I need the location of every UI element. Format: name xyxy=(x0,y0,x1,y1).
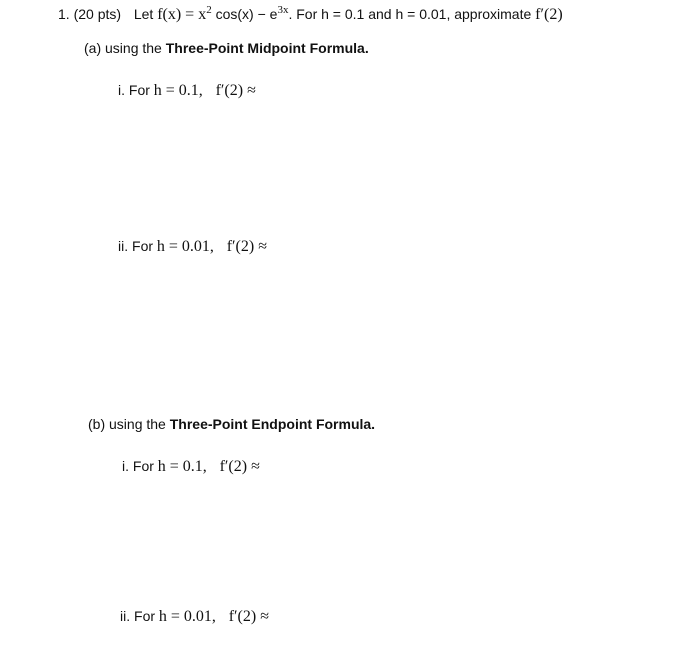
problem-statement xyxy=(58,4,563,25)
square-exponent: 2 xyxy=(206,4,212,16)
item-approximation: f′(2) ≈ xyxy=(226,238,267,255)
part-b-text: using the xyxy=(109,416,166,432)
item-for: For xyxy=(132,238,154,254)
part-a-text: using the xyxy=(105,40,162,56)
part-b-method: Three-Point Endpoint Formula. xyxy=(169,416,376,432)
function-cos-term: cos(x) − e xyxy=(215,6,278,22)
problem-number: 1. xyxy=(58,6,70,22)
item-h-value: h = 0.1, xyxy=(153,82,203,99)
function-definition: f(x) = x xyxy=(157,6,207,23)
item-for: For xyxy=(134,608,156,624)
item-h-value: h = 0.1, xyxy=(157,458,207,475)
part-b-heading xyxy=(88,414,375,434)
item-number: ii. xyxy=(118,238,129,254)
problem-h-values: . For h = 0.1 and h = 0.01, approximate xyxy=(288,6,532,22)
item-approximation: f′(2) ≈ xyxy=(215,82,256,99)
part-a-item-ii xyxy=(118,236,267,257)
problem-let: Let xyxy=(133,6,154,22)
part-a-heading xyxy=(84,38,369,58)
part-a-label: (a) xyxy=(84,40,102,56)
target-derivative: f′(2) xyxy=(535,6,563,23)
item-for: For xyxy=(128,82,150,98)
item-number: ii. xyxy=(120,608,131,624)
item-h-value: h = 0.01, xyxy=(156,238,214,255)
problem-points: (20 pts) xyxy=(73,6,122,22)
part-b-item-ii xyxy=(120,606,269,627)
part-b-item-i xyxy=(122,456,260,477)
item-approximation: f′(2) ≈ xyxy=(219,458,260,475)
part-a-method: Three-Point Midpoint Formula. xyxy=(165,40,369,56)
part-b-label: (b) xyxy=(88,416,106,432)
item-for: For xyxy=(132,458,154,474)
item-h-value: h = 0.01, xyxy=(158,608,216,625)
exponential-exponent: 3x xyxy=(277,4,289,16)
item-number: i. xyxy=(118,82,125,98)
part-a-item-i xyxy=(118,80,256,101)
item-number: i. xyxy=(122,458,129,474)
item-approximation: f′(2) ≈ xyxy=(228,608,269,625)
